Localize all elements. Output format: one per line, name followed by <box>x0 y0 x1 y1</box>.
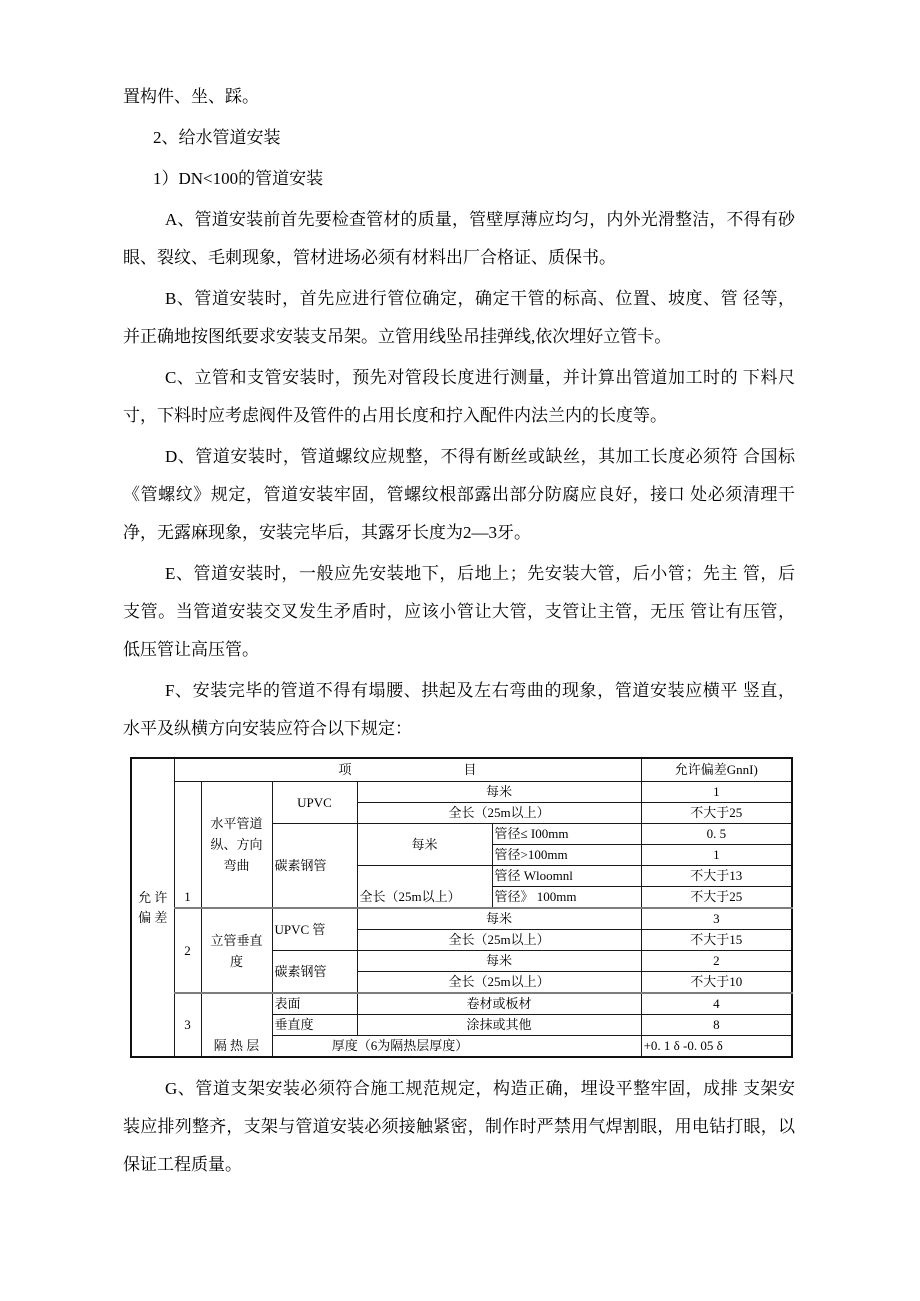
table-cell-value: 不大于10 <box>641 972 792 994</box>
table-cell-measure: 全长（25m以上） <box>357 803 641 824</box>
table-cell-measure: 全长（25m以上） <box>357 866 492 909</box>
paragraph <box>123 555 795 669</box>
table-cell-group2-category <box>201 908 272 993</box>
table-cell-line: 允 许 <box>138 889 168 905</box>
table-header-item-char1: 项 <box>338 762 352 777</box>
paragraph <box>123 1070 795 1184</box>
table-header-deviation: 允许偏差GnnI) <box>641 758 792 782</box>
paragraph-line: A、管道安装前首先要检查管材的质量，管壁厚薄应均匀，内外光滑整洁，不得有砂 <box>165 210 795 229</box>
table-cell-measure: 涂抹或其他 <box>357 1015 641 1036</box>
paragraph <box>123 201 795 277</box>
paragraph-line: 《管螺纹》规定，管道安装牢固，管螺纹根部露出部分防腐应良好，接口 处必须清理干 <box>123 485 795 504</box>
paragraph <box>123 78 795 116</box>
table-cell-value: 3 <box>641 908 792 930</box>
table-cell-measure: 每米 <box>357 908 641 930</box>
paragraph-line: 并正确地按图纸要求安装支吊架。立管用线坠吊挂弹线,依次埋好立管卡。 <box>123 327 672 346</box>
table-cell-value: 1 <box>641 845 792 866</box>
paragraph-line: 置构件、坐、踩。 <box>123 87 259 106</box>
paragraph-line: 1）DN<100的管道安装 <box>153 169 324 188</box>
paragraph-line: 低压管让高压管。 <box>123 640 259 659</box>
paragraph-line: E、管道安装时，一般应先安装地下，后地上；先安装大管，后小管；先主 管，后 <box>165 564 795 583</box>
table-header-item <box>174 758 641 782</box>
table-cell-measure: 每米 <box>357 951 641 972</box>
table-cell-material: 碳素钢管 <box>272 951 357 994</box>
table-cell-line: 偏 差 <box>138 909 168 925</box>
table-cell-value: 不大于13 <box>641 866 792 887</box>
paragraph-line: C、立管和支管安装时，预先对管段长度进行测量，并计算出管道加工时的 下料尺 <box>165 368 795 387</box>
paragraph-line: 装应排列整齐，支架与管道安装必须接触紧密，制作时严禁用气焊割眼，用电钻打眼，以 <box>123 1117 795 1136</box>
paragraph-line: 支管。当管道安装交叉发生矛盾时，应该小管让大管，支管让主管，无压 管让有压管， <box>123 602 795 621</box>
table-header-item-char2: 目 <box>463 762 477 777</box>
paragraph-line: 保证工程质量。 <box>123 1155 242 1174</box>
table-cell-value: 4 <box>641 993 792 1015</box>
paragraph-line: 净，无露麻现象，安装完毕后，其露牙长度为2—3牙。 <box>123 523 531 542</box>
table-cell-value: 不大于25 <box>641 887 792 909</box>
table-cell-group2-no: 2 <box>174 908 201 993</box>
table-cell-value: 1 <box>641 782 792 803</box>
paragraph-line: G、管道支架安装必须符合施工规范规定，构造正确，埋设平整牢固，成排 支架安 <box>165 1079 795 1098</box>
table-cell-line: 度 <box>229 953 243 969</box>
document-content <box>123 78 795 1187</box>
table-cell-group3-category: 隔 热 层 <box>201 993 272 1057</box>
table-cell-value: 0. 5 <box>641 824 792 845</box>
table-cell-group1-category <box>201 782 272 909</box>
paragraph-line: 水平及纵横方向安装应符合以下规定： <box>123 719 412 738</box>
table-cell-material: 垂直度 <box>272 1015 357 1036</box>
table-cell-value: +0. 1 δ -0. 05 δ <box>641 1036 792 1058</box>
section-heading <box>123 119 795 157</box>
table-cell-condition: 管径》 100mm <box>492 887 641 909</box>
table-cell-line: 立管垂直 <box>210 932 263 948</box>
sub-heading <box>123 160 795 198</box>
paragraph <box>123 672 795 748</box>
table-cell-allowed-deviation-label <box>131 758 174 1057</box>
table-cell-material: 表面 <box>272 993 357 1015</box>
table-cell-thickness: 厚度（6为隔热层厚度） <box>272 1036 641 1058</box>
table-cell-group1-no: 1 <box>174 782 201 909</box>
table-cell-measure: 每米 <box>357 782 641 803</box>
table-cell-material: UPVC 管 <box>272 908 357 951</box>
table-cell-condition: 管径 Wloomnl <box>492 866 641 887</box>
paragraph-line: 眼、裂纹、毛刺现象，管材进场必须有材料出厂合格证、质保书。 <box>123 248 616 267</box>
paragraph-line: B、管道安装时，首先应进行管位确定，确定干管的标高、位置、坡度、管 径等， <box>165 289 795 308</box>
table-cell-line: 纵、方向 <box>210 837 263 852</box>
table-cell-measure: 每米 <box>357 824 492 866</box>
paragraph-line: 寸，下料时应考虑阀件及管件的占用长度和拧入配件内法兰内的长度等。 <box>123 406 667 425</box>
paragraph <box>123 359 795 435</box>
table-cell-line: 水平管道 <box>210 816 263 831</box>
table-cell-material: UPVC <box>272 782 357 824</box>
table-cell-value: 2 <box>641 951 792 972</box>
table-cell-condition: 管径>100mm <box>492 845 641 866</box>
table-cell-measure: 全长（25m以上） <box>357 972 641 994</box>
table-cell-material: 碳素钢管 <box>272 824 357 909</box>
paragraph-line: F、安装完毕的管道不得有塌腰、拱起及左右弯曲的现象，管道安装应横平 竖直， <box>165 681 795 700</box>
paragraph <box>123 438 795 552</box>
table-cell-measure: 卷材或板材 <box>357 993 641 1015</box>
table-cell-line: 弯曲 <box>223 858 250 873</box>
table-cell-value: 不大于15 <box>641 930 792 951</box>
paragraph-line: 2、给水管道安装 <box>153 128 281 147</box>
table-cell-group3-no: 3 <box>174 993 201 1057</box>
table-cell-condition: 管径≤ I00mm <box>492 824 641 845</box>
table-cell-value: 8 <box>641 1015 792 1036</box>
paragraph-line: D、管道安装时，管道螺纹应规整，不得有断丝或缺丝，其加工长度必须符 合国标 <box>165 447 795 466</box>
table-cell-measure: 全长（25m以上） <box>357 930 641 951</box>
deviation-table <box>130 757 793 1058</box>
paragraph <box>123 280 795 356</box>
table-cell-value: 不大于25 <box>641 803 792 824</box>
